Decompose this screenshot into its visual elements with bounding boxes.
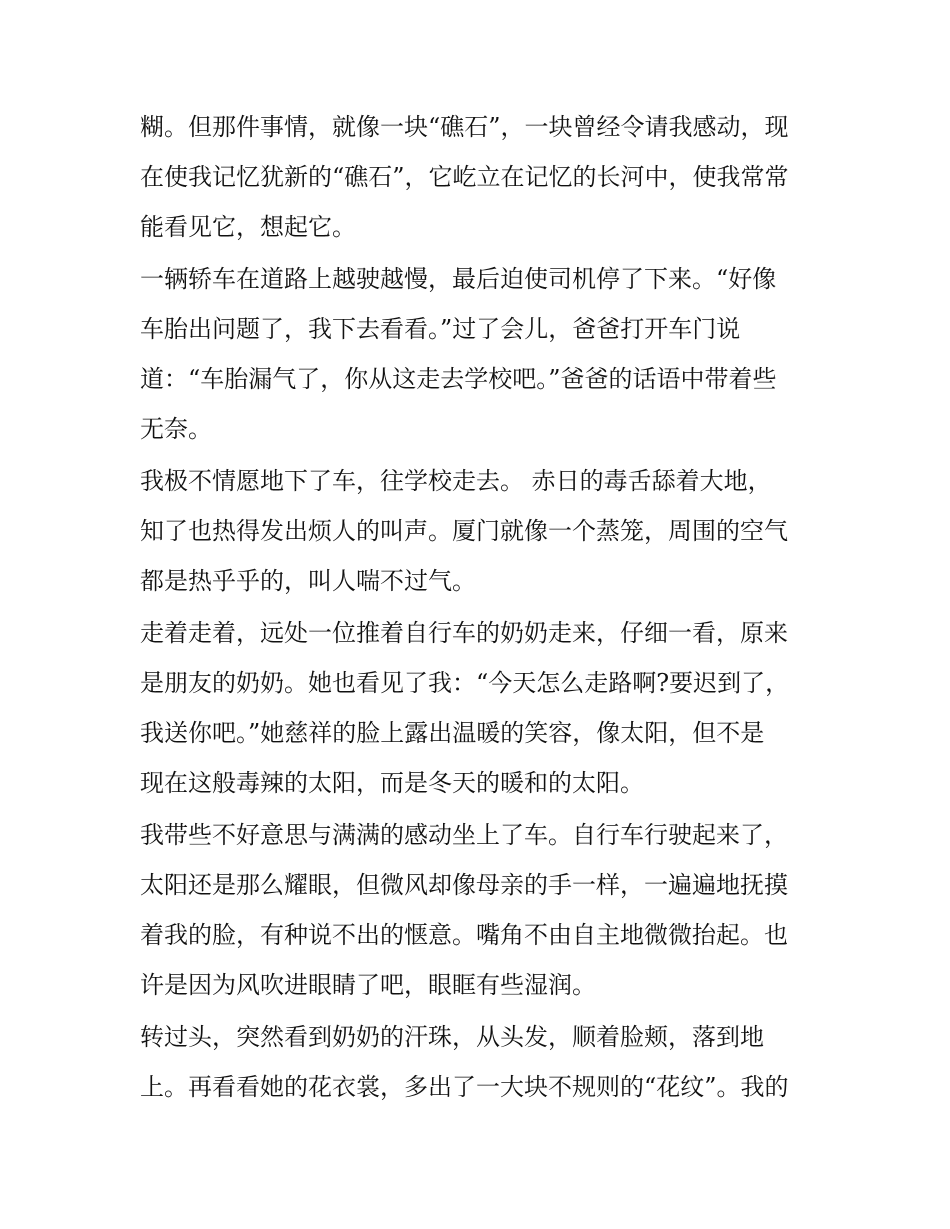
text-line: 我带些不好意思与满满的感动坐上了车。自行车行驶起来了， [140, 821, 788, 849]
text-line: 知了也热得发出烦人的叫声。厦门就像一个蒸笼，周围的空气 [140, 517, 788, 545]
text-line: 太阳还是那么耀眼，但微风却像母亲的手一样，一遍遍地抚摸 [140, 871, 788, 899]
text-line: 着我的脸，有种说不出的惬意。嘴角不由自主地微微抬起。也 [140, 921, 788, 949]
text-line: 车胎出问题了，我下去看看。”过了会儿，爸爸打开车门说 [140, 315, 741, 343]
text-line: 转过头，突然看到奶奶的汗珠，从头发，顺着脸颊，落到地 [140, 1023, 764, 1051]
text-line: 在使我记忆犹新的“礁石”，它屹立在记忆的长河中，使我常常 [140, 163, 789, 191]
text-line: 上。再看看她的花衣裳，多出了一大块不规则的“花纹”。我的 [140, 1073, 789, 1101]
text-line: 是朋友的奶奶。她也看见了我：“今天怎么走路啊?要迟到了， [140, 669, 790, 697]
text-line: 我极不情愿地下了车，往学校走去。 赤日的毒舌舔着大地， [140, 467, 772, 495]
text-line: 许是因为风吹进眼睛了吧，眼眶有些湿润。 [140, 971, 596, 999]
text-line: 一辆轿车在道路上越驶越慢，最后迫使司机停了下来。“好像 [140, 265, 777, 293]
text-line: 都是热乎乎的，叫人喘不过气。 [140, 567, 476, 595]
text-line: 无奈。 [140, 415, 212, 443]
text-line: 能看见它，想起它。 [140, 213, 356, 241]
text-line: 糊。但那件事情，就像一块“礁石”，一块曾经令请我感动，现 [140, 113, 789, 141]
text-line: 道：“车胎漏气了，你从这走去学校吧。”爸爸的话语中带着些 [140, 365, 777, 393]
text-line: 我送你吧。”她慈祥的脸上露出温暖的笑容，像太阳，但不是 [140, 719, 765, 747]
text-line: 现在这般毒辣的太阳，而是冬天的暖和的太阳。 [140, 769, 644, 797]
text-line: 走着走着，远处一位推着自行车的奶奶走来，仔细一看，原来 [140, 619, 788, 647]
